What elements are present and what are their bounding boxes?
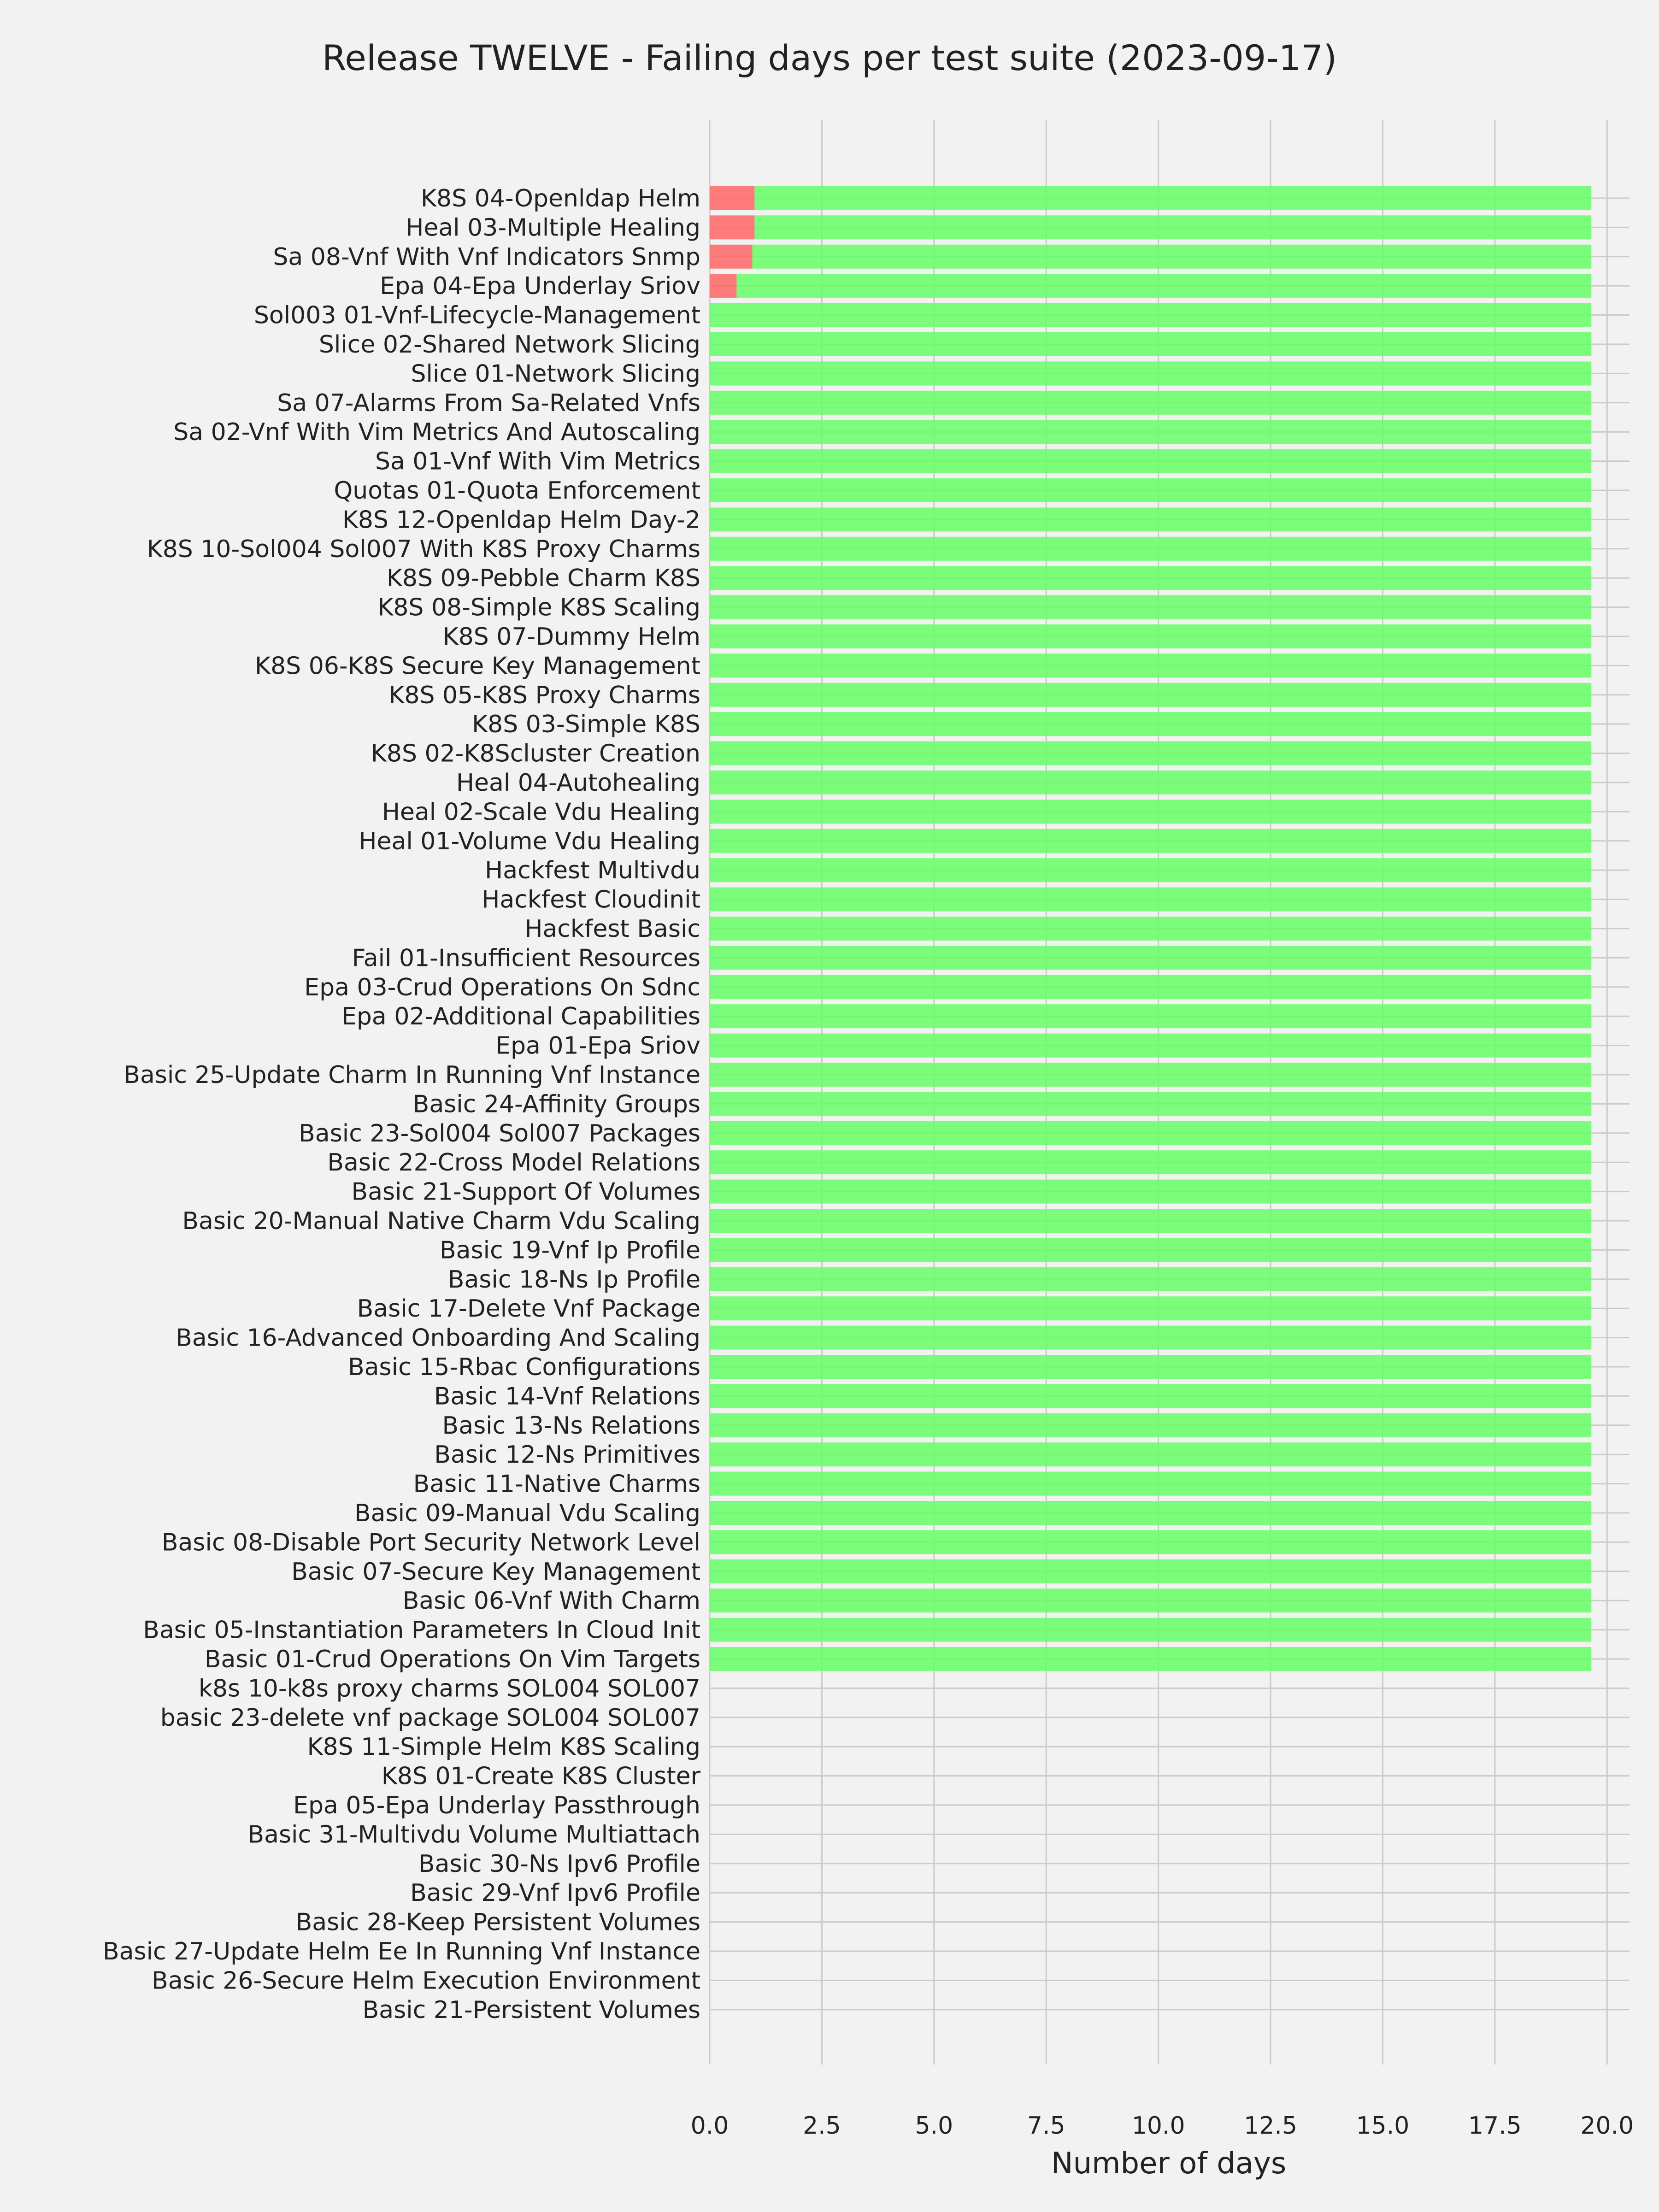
- chart-title: Release TWELVE - Failing days per test suite (2023-09-17): [322, 37, 1337, 78]
- bar-passing: [710, 917, 1591, 941]
- bar-failing: [710, 274, 736, 298]
- y-tick-label: Basic 21-Persistent Volumes: [362, 1996, 700, 2024]
- y-tick-label: Basic 24-Affinity Groups: [412, 1090, 700, 1118]
- y-tick-label: K8S 07-Dummy Helm: [442, 623, 700, 651]
- y-tick-label: Epa 03-Crud Operations On Sdnc: [304, 973, 700, 1001]
- bar-passing: [710, 537, 1591, 561]
- y-tick-label: Sa 01-Vnf With Vim Metrics: [375, 447, 700, 476]
- bar-passing: [710, 1004, 1591, 1028]
- x-tick-label: 7.5: [1027, 2112, 1065, 2140]
- y-tick-label: Hackfest Multivdu: [485, 857, 700, 885]
- bar-passing: [710, 1238, 1591, 1262]
- y-tick-label: Basic 06-Vnf With Charm: [402, 1587, 700, 1615]
- y-tick-label: Basic 05-Instantiation Parameters In Cloud Init: [143, 1616, 700, 1644]
- y-tick-label: Basic 14-Vnf Relations: [434, 1382, 700, 1411]
- y-tick-label: Hackfest Cloudinit: [482, 886, 700, 914]
- y-tick-label: K8S 01-Create K8S Cluster: [381, 1762, 700, 1790]
- y-tick-label: K8S 10-Sol004 Sol007 With K8S Proxy Charms: [147, 535, 700, 563]
- bar-passing: [710, 653, 1591, 677]
- bar-passing: [710, 1384, 1591, 1408]
- bars: [710, 186, 1591, 1671]
- bar-passing: [710, 420, 1591, 444]
- y-tick-label: Basic 15-Rbac Configurations: [348, 1353, 700, 1381]
- y-tick-label: Basic 26-Secure Helm Execution Environment: [152, 1967, 700, 1995]
- bar-failing: [710, 215, 754, 239]
- bar-passing: [752, 245, 1591, 269]
- y-tick-label: Slice 01-Network Slicing: [411, 360, 700, 388]
- y-tick-label: Quotas 01-Quota Enforcement: [334, 477, 700, 505]
- bar-passing: [710, 624, 1591, 648]
- bar-passing: [736, 274, 1591, 298]
- x-tick-label: 5.0: [915, 2112, 953, 2140]
- y-tick-label: Basic 20-Manual Native Charm Vdu Scaling: [182, 1207, 700, 1235]
- bar-passing: [754, 186, 1591, 210]
- x-tick-label: 12.5: [1244, 2112, 1297, 2140]
- x-tick-label: 2.5: [803, 2112, 841, 2140]
- y-tick-label: Epa 04-Epa Underlay Sriov: [380, 272, 700, 300]
- y-tick-label: Hackfest Basic: [524, 915, 700, 943]
- bar-passing: [710, 1034, 1591, 1058]
- bar-passing: [710, 1530, 1591, 1554]
- bar-passing: [710, 1150, 1591, 1174]
- y-tick-label: Epa 02-Additional Capabilities: [341, 1003, 700, 1031]
- x-tick-label: 17.5: [1468, 2112, 1522, 2140]
- bar-passing: [710, 946, 1591, 970]
- y-tick-label: Heal 02-Scale Vdu Healing: [382, 798, 700, 826]
- bar-passing: [710, 1442, 1591, 1466]
- y-tick-label: Basic 12-Ns Primitives: [434, 1441, 700, 1469]
- y-tick-label: Basic 31-Multivdu Volume Multiattach: [247, 1821, 700, 1849]
- y-tick-label: Basic 18-Ns Ip Profile: [447, 1265, 700, 1294]
- bar-failing: [710, 245, 752, 269]
- y-tick-label: Basic 21-Support Of Volumes: [351, 1178, 700, 1206]
- y-tick-label: Basic 27-Update Helm Ee In Running Vnf Instance: [102, 1938, 700, 1965]
- bar-passing: [710, 975, 1591, 999]
- y-tick-label: Heal 03-Multiple Healing: [406, 214, 700, 242]
- y-tick-label: Basic 16-Advanced Onboarding And Scaling: [176, 1324, 700, 1352]
- y-tick-label: Basic 19-Vnf Ip Profile: [439, 1236, 700, 1265]
- bar-passing: [710, 507, 1591, 531]
- bar-passing: [710, 1209, 1591, 1233]
- y-tick-label: Basic 25-Update Charm In Running Vnf Instance: [124, 1061, 700, 1089]
- bar-passing: [710, 683, 1591, 707]
- bar-passing: [710, 1618, 1591, 1642]
- bar-passing: [710, 566, 1591, 590]
- y-tick-label: Basic 09-Manual Vdu Scaling: [354, 1500, 700, 1527]
- bar-passing: [710, 391, 1591, 415]
- bar-passing: [710, 888, 1591, 912]
- x-tick-labels: [691, 2112, 1634, 2140]
- bar-passing: [710, 1121, 1591, 1145]
- y-tick-label: Epa 01-Epa Sriov: [495, 1032, 700, 1060]
- bar-passing: [710, 1326, 1591, 1350]
- x-tick-label: 20.0: [1580, 2112, 1634, 2140]
- bar-passing: [710, 449, 1591, 473]
- y-tick-label: K8S 12-Openldap Helm Day-2: [342, 506, 700, 534]
- y-tick-label: K8S 06-K8S Secure Key Management: [254, 652, 700, 680]
- x-axis-label: Number of days: [1051, 2147, 1287, 2181]
- y-tick-label: Basic 23-Sol004 Sol007 Packages: [299, 1119, 700, 1147]
- bar-passing: [710, 1092, 1591, 1116]
- y-tick-label: Basic 08-Disable Port Security Network Level: [161, 1529, 700, 1557]
- bar-passing: [710, 1472, 1591, 1496]
- y-tick-label: K8S 03-Simple K8S: [472, 711, 700, 739]
- bar-passing: [710, 800, 1591, 824]
- bar-passing: [754, 215, 1591, 239]
- bar-passing: [710, 303, 1591, 327]
- y-tick-label: Basic 17-Delete Vnf Package: [357, 1295, 700, 1323]
- x-tick-label: 10.0: [1131, 2112, 1185, 2140]
- y-tick-label: K8S 02-K8Scluster Creation: [371, 740, 700, 768]
- y-tick-label: Sa 07-Alarms From Sa-Related Vnfs: [277, 389, 700, 417]
- bar-passing: [710, 829, 1591, 853]
- y-tick-label: Sol003 01-Vnf-Lifecycle-Management: [253, 301, 700, 329]
- bar-passing: [710, 1267, 1591, 1291]
- bar-passing: [710, 1413, 1591, 1437]
- y-tick-label: Heal 01-Volume Vdu Healing: [359, 827, 700, 855]
- bar-passing: [710, 1559, 1591, 1583]
- y-tick-label: Basic 11-Native Charms: [413, 1470, 700, 1498]
- y-tick-label: Heal 04-Autohealing: [456, 769, 700, 797]
- bar-passing: [710, 1063, 1591, 1087]
- y-tick-label: K8S 04-Openldap Helm: [420, 185, 700, 212]
- bar-passing: [710, 771, 1591, 794]
- y-tick-label: k8s 10-k8s proxy charms SOL004 SOL007: [198, 1675, 700, 1703]
- bar-passing: [710, 1296, 1591, 1320]
- bar-passing: [710, 1588, 1591, 1612]
- y-tick-label: basic 23-delete vnf package SOL004 SOL007: [160, 1704, 700, 1732]
- y-tick-label: K8S 08-Simple K8S Scaling: [377, 594, 700, 622]
- bar-passing: [710, 1647, 1591, 1671]
- y-tick-label: Basic 13-Ns Relations: [442, 1412, 700, 1440]
- bar-passing: [710, 1355, 1591, 1379]
- bar-passing: [710, 1501, 1591, 1525]
- x-tick-label: 15.0: [1356, 2112, 1410, 2140]
- bar-passing: [710, 712, 1591, 736]
- bar-failing: [710, 186, 754, 210]
- y-tick-label: Basic 22-Cross Model Relations: [327, 1149, 700, 1177]
- y-tick-label: Basic 29-Vnf Ipv6 Profile: [410, 1879, 700, 1907]
- bar-passing: [710, 361, 1591, 385]
- bar-passing: [710, 595, 1591, 619]
- y-tick-label: Basic 30-Ns Ipv6 Profile: [418, 1850, 700, 1878]
- y-tick-label: K8S 11-Simple Helm K8S Scaling: [307, 1733, 700, 1761]
- y-tick-label: Basic 01-Crud Operations On Vim Targets: [204, 1646, 700, 1673]
- bar-passing: [710, 741, 1591, 765]
- y-tick-label: Slice 02-Shared Network Slicing: [318, 331, 700, 359]
- x-tick-label: 0.0: [690, 2112, 729, 2140]
- y-tick-label: K8S 09-Pebble Charm K8S: [386, 565, 700, 593]
- y-tick-label: Basic 07-Secure Key Management: [291, 1558, 700, 1586]
- y-tick-label: Sa 08-Vnf With Vnf Indicators Snmp: [273, 243, 700, 271]
- bar-passing: [710, 1180, 1591, 1204]
- bar-passing: [710, 332, 1591, 356]
- y-tick-label: Basic 28-Keep Persistent Volumes: [295, 1908, 700, 1936]
- y-tick-label: Epa 05-Epa Underlay Passthrough: [293, 1792, 700, 1819]
- y-tick-label: Sa 02-Vnf With Vim Metrics And Autoscaling: [173, 418, 700, 447]
- y-tick-label: K8S 05-K8S Proxy Charms: [388, 681, 700, 709]
- bar-passing: [710, 858, 1591, 882]
- y-tick-label: Fail 01-Insufficient Resources: [352, 944, 700, 972]
- bar-passing: [710, 478, 1591, 502]
